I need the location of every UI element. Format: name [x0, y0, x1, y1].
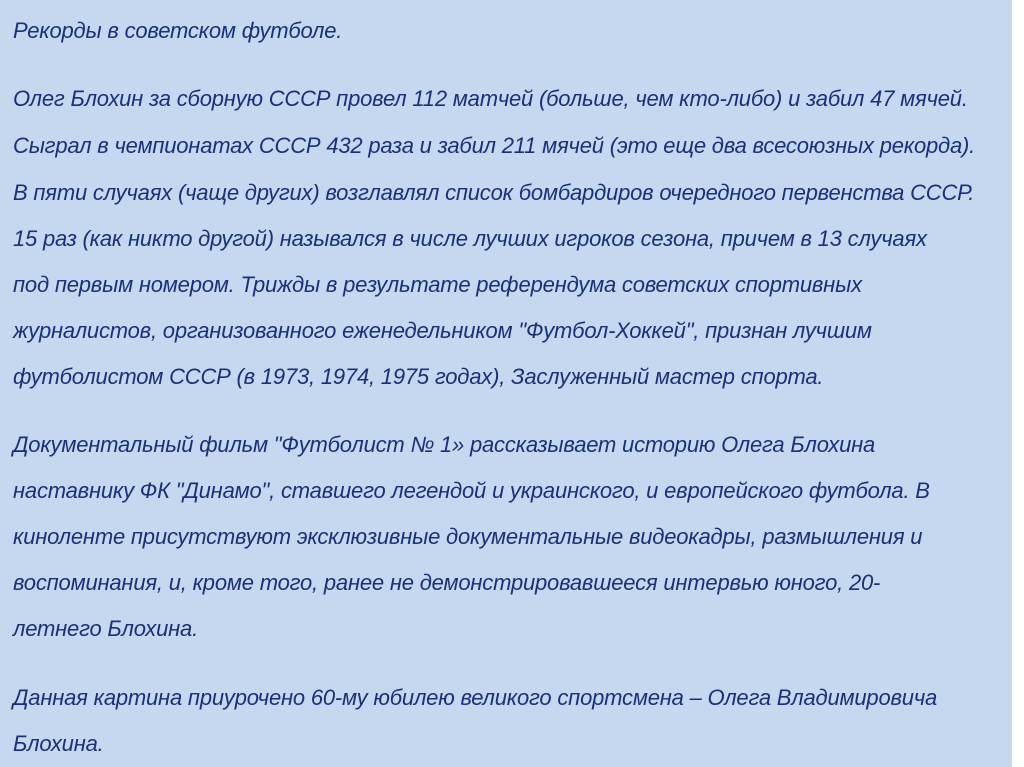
paragraph-2-line-3: киноленте присутствуют эксклюзивные документальные видеокадры, размышления и [13, 524, 923, 549]
paragraph-1-line-7: футболистом СССР (в 1973, 1974, 1975 годах), Заслуженный мастер спорта. [13, 364, 824, 389]
paragraph-1-line-5: под первым номером. Трижды в результате референдума советских спортивных [13, 272, 862, 297]
paragraph-1-line-1: Олег Блохин за сборную СССР провел 112 матчей (больше, чем кто-либо) и забил 47 мячей. [13, 86, 968, 111]
paragraph-1-line-4: 15 раз (как никто другой) назывался в числе лучших игроков сезона, причем в 13 случаях [13, 226, 927, 251]
paragraph-2-line-2: наставнику ФК "Динамо", ставшего легендой и украинского, и европейского футбола. В [13, 478, 930, 503]
slide-title: Рекорды в советском футболе. [13, 18, 343, 43]
paragraph-1-line-2: Сыграл в чемпионатах СССР 432 раза и забил 211 мячей (это еще два всесоюзных рекорда). [13, 133, 976, 158]
paragraph-1-line-3: В пяти случаях (чаще других) возглавлял список бомбардиров очередного первенства СССР. [13, 180, 975, 205]
paragraph-2-line-5: летнего Блохина. [13, 616, 198, 641]
page-edge [1014, 0, 1024, 767]
paragraph-2-line-1: Документальный фильм "Футболист № 1» рассказывает историю Олега Блохина [13, 432, 876, 457]
paragraph-3-line-2: Блохина. [13, 731, 104, 756]
paragraph-2-line-4: воспоминания, и, кроме того, ранее не демонстрировавшееся интервью юного, 20- [13, 570, 881, 595]
paragraph-3-line-1: Данная картина приурочено 60-му юбилею великого спортсмена – Олега Владимировича [13, 685, 938, 710]
paragraph-1-line-6: журналистов, организованного еженедельником "Футбол-Хоккей", признан лучшим [13, 318, 872, 343]
